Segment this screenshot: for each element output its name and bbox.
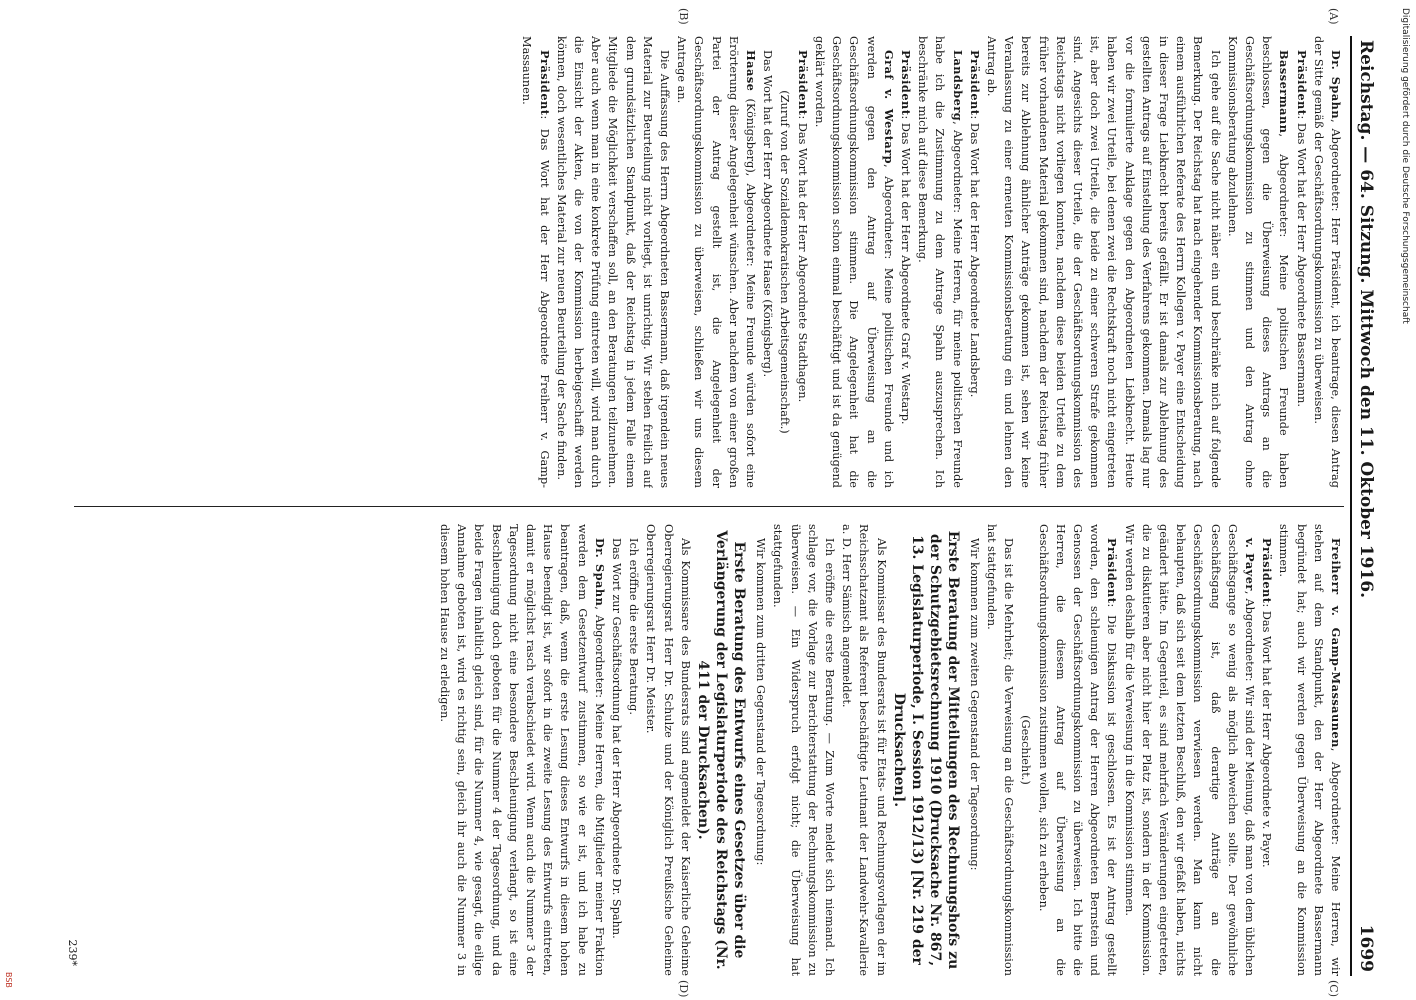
paragraph: (Zuruf von der Sozialdemokratischen Arbeitsgemeinschaft.) — [778, 90, 792, 434]
speaker-name: Präsident — [967, 50, 982, 116]
rotated-page — [60, 8, 1380, 998]
speaker-name: Haase — [744, 50, 759, 92]
paragraph: Als Kommissar des Bundesrats ist für Etats- und Rechnungsvorlagen der im Reichsschatzamt als Referent beschäftigte Leutnant der Landwehr-Kavallerie a. D. Herr Sämisch angemeldet. — [840, 524, 888, 976]
paragraph: Als Kommissare des Bundesrats sind angemeldet der Kaiserliche Geheime Oberregierungsrat Herr Dr. Schulze und der Königlich Preußische Geheime Oberregierungsrat Herr Dr. Meister. — [644, 524, 692, 976]
speaker-name: Dr. Spahn — [592, 538, 607, 607]
speaker-name: Präsident — [1294, 50, 1309, 116]
paragraph: Präsident: Das Wort hat der Herr Abgeordnete v. Payer. — [1260, 538, 1275, 868]
speaker-name: Landsberg — [950, 50, 965, 122]
page-number: 1699 — [1356, 924, 1376, 972]
paragraph: Präsident: Das Wort hat der Herr Abgeordnete Landsberg. — [967, 50, 982, 398]
paragraph: Präsident: Das Wort hat der Herr Abgeordnete Graf v. Westarp. — [898, 50, 913, 425]
paragraph: Präsident: Die Diskussion ist geschlossen. Es ist der Antrag gestellt worden, den schleunigen Antrag der Herren Abgeordneten Bernstein und Genossen der Geschäftsordnungskommission zu überweisen. Ich bitte die Herren, die diesem Antrag auf Überweisung an die Geschäftsordnungskommission zustimmen wollen, sich zu erheben. — [1036, 524, 1120, 976]
paragraph: Präsident: Das Wort hat der Herr Abgeordnete Bassermann. — [1294, 50, 1309, 407]
paragraph: Ich eröffne die erste Beratung. — [627, 538, 641, 715]
margin-letter-b: (B) — [677, 8, 690, 25]
speaker-name: Präsident — [898, 50, 913, 116]
paragraph: Dr. Spahn, Abgeordneter: Meine Herren, die Mitglieder meiner Fraktion werden dem Gesetzentwurf zustimmen, so wie er ist, und ich habe zu beantragen, daß, wenn die erste Lesung dieses Entwurfs in diesem hohen Hause beendigt ist, wir sofort in die zweite Lesung des Entwurfs eintreten, damit er möglichst rasch verabschiedet wird. Wenn auch die Nummer 3 der Tagesordnung nicht eine besondere Beschleunigung verlangt, so ist eine Beschleunigung doch geboten für die Nummer 4 der Tagesordnung, und da beide Fragen inhaltlich gleich sind, für die Nummer 4, wie gesagt, die eilige Annahme geboten ist, wird es richtig sein, gleich ihr auch die Nummer 3 in diesem hohen Hause zu erledigen. — [438, 524, 607, 976]
paragraph: (Geschieht.) — [1019, 715, 1033, 785]
speaker-name: Freiherr v. Gamp-Massaunen — [1329, 538, 1343, 748]
paragraph: v. Payer, Abgeordneter: Wir sind der Meinung, daß man von dem üblichen Geschäftsgange so wenig als möglich abweichen sollte. Der gewöhnliche Geschäftsgang ist, daß derartige Anträge an die Geschäftsordnungskommission verwiesen werden. Man kann nicht behaupten, daß sich seit dem letzten Beschluß, den wir gefaßt haben, nichts geändert hätte. Im Gegenteil, es sind mehrfach Veränderungen eingetreten, die zu diskutieren aber nicht hier der Platz ist, sondern in der Kommission. Wir werden deshalb für die Verweisung in die Kommission stimmen. — [1122, 524, 1257, 976]
paragraph: Das Wort zur Geschäftsordnung hat der Herr Abgeordnete Dr. Spahn. — [610, 538, 624, 939]
paragraph: Das Wort hat der Herr Abgeordnete Haase (Königsberg). — [761, 50, 775, 378]
library-mark: BSB — [4, 972, 13, 988]
speaker-name: Graf v. Westarp — [881, 50, 896, 165]
paragraph: Erste Beratung des Entwurfs eines Gesetzes über die Verlängerung der Legislaturperiode des Reichstags (Nr. 411 der Drucksachen). — [694, 530, 747, 970]
margin-letter-d: (D) — [677, 980, 690, 998]
paragraph: Wir kommen zum zweiten Gegenstand der Tagesordnung: — [967, 538, 981, 871]
paragraph: Das ist die Mehrheit; die Verweisung an die Geschäftsordnungskommission hat stattgefunden. — [984, 524, 1016, 976]
paragraph: Präsident: Das Wort hat der Herr Abgeordnete Stadthagen. — [795, 50, 810, 403]
column-divider — [74, 506, 1344, 507]
speaker-name: Dr. Spahn — [1329, 50, 1343, 120]
paragraph: Dr. Spahn, Abgeordneter: Herr Präsident, ich beantrage, diesen Antrag der Sitte gemäß der Geschäftsordnungskommission zu überweisen. — [1311, 36, 1343, 488]
paragraph: Freiherr v. Gamp-Massaunen, Abgeordneter: Meine Herren, wir stehen auf dem Standpunkt, den der Herr Abgeordnete Bassermann begründet hat; auch wir werden gegen Überweisung an die Kommission stimmen. — [1277, 524, 1343, 976]
paragraph: Ich gehe auf die Sache nicht näher ein und beschränke mich auf folgende Bemerkung. Der Reichstag hat nach eingehender Kommissionsberatung, nach einem ausführlichen Referate des Herrn Kollegen v. Payer eine Entscheidung in dieser Frage Liebknecht bereits gefällt. Er ist damals zur Ablehnung des gestellten Antrags auf Einstellung des Verfahrens gekommen. Damals lag nur vor die formulierte Anklage gegen den Abgeordneten Liebknecht. Heute haben wir zwei Urteile, bei denen zwei die Rechtskraft noch nicht eingetreten ist, aber doch zwei Urteile, die beide zu einer schweren Strafe gekommen sind. Angesichts dieser Urteile, die der Geschäftsordnungskommission des Reichstags nicht vorliegen konnten, nachdem diese beiden Urteile zu dem früher vorhandenen Material gekommen sind, nachdem der Reichstag früher bereits zur Ablehnung ähnlicher Anträge gekommen ist, sehen wir keine Veranlassung zu einer erneuten Kommissionsberatung ein und lehnen den Antrag ab. — [984, 36, 1222, 488]
paragraph: Landsberg, Abgeordneter: Meine Herren, für meine politischen Freunde habe ich die Zustimmung zu dem Antrage Spahn auszusprechen. Ich beschränke mich auf diese Bemerkung. — [916, 36, 965, 488]
left-column — [74, 36, 1344, 488]
dfg-notice: Digitalisierung gefördert durch die Deutsche Forschungsgemeinschaft — [1400, 8, 1410, 324]
paragraph: Wir kommen zum dritten Gegenstand der Tagesordnung: — [754, 538, 768, 866]
paragraph: Haase (Königsberg), Abgeordneter: Meine Freunde würden sofort eine Erörterung dieser Angelegenheit wünschen. Aber nachdem von einer großen Partei der Antrag gestellt ist, die Angelegenheit der Geschäftsordnungskommission zu überweisen, schließen wir uns diesem Antrage an. — [675, 36, 759, 488]
paragraph: Graf v. Westarp, Abgeordneter: Meine politischen Freunde und ich werden gegen den Antrag auf Überweisung an die Geschäftsordnungskommission stimmen. Die Angelegenheit hat die Geschäftsordnungskommission schon einmal beschäftigt und ist da genügend geklärt worden. — [812, 36, 896, 488]
paragraph: Erste Beratung der Mitteilungen des Rechnungshofs zu der Schutzgebietsrechnung 1910 (Drucksache Nr. 867, 13. Legislaturperiode, I. Session 1912/13) [Nr. 219 der Drucksachen]. — [890, 530, 961, 970]
speaker-name: v. Payer — [1242, 538, 1257, 591]
speaker-name: Präsident — [795, 50, 810, 116]
right-column — [74, 524, 1344, 976]
paragraph: Bassermann, Abgeordneter: Meine politischen Freunde haben beschlossen, gegen die Überweisung dieses Antrags an die Geschäftsordnungskommission zu stimmen und den Antrag ohne Kommissionsberatung abzulehnen. — [1225, 36, 1292, 488]
speaker-name: Präsident — [537, 50, 552, 116]
speaker-name: Präsident — [1260, 538, 1275, 604]
header-title: Reichstag. — 64. Sitzung. Mittwoch den 11. Oktober 1916. — [1356, 40, 1376, 599]
paragraph: Präsident: Das Wort hat der Herr Abgeordnete Freiherr v. Gamp-Massaunen. — [520, 36, 552, 488]
page-header — [1350, 36, 1380, 976]
margin-letter-c: (C) — [1327, 980, 1340, 997]
paragraph: Die Auffassung des Herrn Abgeordneten Bassermann, daß irgendein neues Material zur Beurteilung nicht vorliegt, ist unrichtig. Wir stehen freilich auf dem grundsätzlichen Standpunkt, daß der Reichstag in jedem Falle einem Mitgliede die Möglichkeit verschaffen soll, an den Beratungen teilzunehmen. Aber auch wenn man in eine konkrete Prüfung eintreten will, wird man durch die Einsicht der Akten, die von der Kommission herbeigeschafft werden können, doch wesentliches Material zur neuen Beurteilung der Sache finden. — [554, 36, 672, 488]
margin-letter-a: (A) — [1327, 8, 1340, 25]
speaker-name: Präsident — [1105, 538, 1120, 604]
footer-mark: 239* — [66, 939, 79, 966]
paragraph: Ich eröffne die erste Beratung. — Zum Worte meldet sich niemand. Ich schlage vor, die Vorlage zur Berichterstattung der Rechnungskommission zu überweisen. — Ein Widerspruch erfolgt nicht; die Überweisung hat stattgefunden. — [771, 524, 836, 976]
speaker-name: Bassermann — [1277, 50, 1292, 134]
text-columns — [74, 36, 1344, 976]
